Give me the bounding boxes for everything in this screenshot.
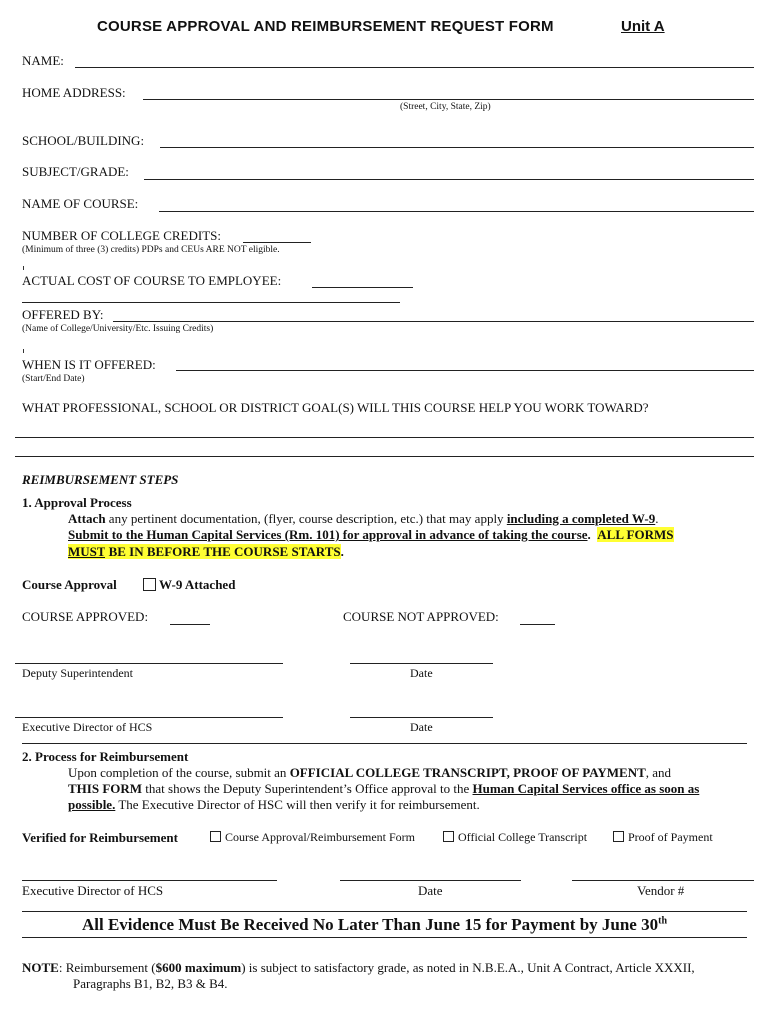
- text: ) is subject to satisfactory grade, as noted in N.B.E.A., Unit A Contract, Article XXXII,: [241, 960, 695, 975]
- deadline-notice: [82, 915, 667, 935]
- w9-checkbox[interactable]: [143, 578, 156, 591]
- course-approved-field[interactable]: [170, 624, 210, 625]
- deadline-bottom-rule: [22, 937, 747, 938]
- home-address-hint: (Street, City, State, Zip): [400, 102, 491, 112]
- offered-by-hint: (Name of College/University/Etc. Issuing Credits): [22, 324, 214, 334]
- exec-director-label: Executive Director of HCS: [22, 720, 153, 734]
- deadline-sup: th: [658, 915, 668, 927]
- process-reimbursement-heading: 2. Process for Reimbursement: [22, 749, 189, 764]
- attach-word: Attach: [68, 511, 106, 526]
- text: that shows the Deputy Superintendent’s Office approval to the: [142, 781, 473, 796]
- before-course-text: BE IN BEFORE THE COURSE STARTS: [105, 544, 341, 559]
- text: Upon completion of the course, submit an: [68, 765, 290, 780]
- hcs-office: Human Capital Services office as soon as: [472, 781, 700, 796]
- approval-instructions-2: [68, 527, 674, 543]
- when-offered-hint: (Start/End Date): [22, 374, 85, 384]
- tick-mark: [23, 349, 24, 353]
- unit-label: Unit A: [621, 18, 665, 35]
- cost-label: ACTUAL COST OF COURSE TO EMPLOYEE:: [22, 273, 282, 288]
- option-reimbursement-form[interactable]: [210, 830, 415, 845]
- credits-hint: (Minimum of three (3) credits) PDPs and CEUs ARE NOT eligible.: [22, 245, 280, 255]
- option-transcript[interactable]: [443, 830, 587, 845]
- note-label: NOTE: [22, 960, 59, 975]
- tick-mark: [23, 266, 24, 270]
- approval-process-heading: 1. Approval Process: [22, 495, 132, 510]
- section-divider: [22, 743, 747, 744]
- exec-director-date-line[interactable]: [350, 717, 493, 718]
- deadline-top-rule: [22, 911, 747, 912]
- w9-attached-label: W-9 Attached: [159, 577, 236, 592]
- reimbursement-instructions-3: [68, 797, 480, 813]
- goals-field-line-1[interactable]: [15, 437, 754, 438]
- text: :: [58, 960, 63, 975]
- exec-director-verify-label: Executive Director of HCS: [22, 883, 164, 898]
- approval-instructions-3: [68, 544, 344, 560]
- name-label: NAME:: [22, 53, 64, 68]
- when-offered-label: WHEN IS IT OFFERED:: [22, 357, 156, 372]
- submit-instruction: Submit to the Human Capital Services (Rm. 101) for approval in advance of taking the course: [68, 527, 588, 542]
- school-building-field[interactable]: [160, 147, 754, 148]
- course-not-approved-label: COURSE NOT APPROVED:: [343, 609, 499, 624]
- verify-date-line[interactable]: [340, 880, 521, 881]
- exec-director-verify-line[interactable]: [22, 880, 277, 881]
- required-docs: OFFICIAL COLLEGE TRANSCRIPT, PROOF OF PAYMENT: [289, 765, 646, 780]
- period: .: [340, 544, 344, 559]
- this-form: THIS FORM: [68, 781, 143, 796]
- goals-question: WHAT PROFESSIONAL, SCHOOL OR DISTRICT GOAL(S) WILL THIS COURSE HELP YOU WORK TOWARD?: [22, 400, 649, 415]
- offered-by-field[interactable]: [113, 321, 754, 322]
- reimbursement-instructions-2: [68, 781, 699, 797]
- form-title: COURSE APPROVAL AND REIMBURSEMENT REQUEST FORM: [97, 18, 554, 35]
- reimbursement-steps-heading: REIMBURSEMENT STEPS: [22, 472, 179, 487]
- subject-grade-field[interactable]: [144, 179, 754, 180]
- when-offered-field[interactable]: [176, 370, 754, 371]
- attach-text: any pertinent documentation, (flyer, course description, etc.) that may apply: [105, 511, 507, 526]
- deputy-date-line[interactable]: [350, 663, 493, 664]
- deputy-superintendent-label: Deputy Superintendent: [22, 666, 133, 680]
- note-line-2: Paragraphs B1, B2, B3 & B4.: [73, 976, 228, 991]
- name-field[interactable]: [75, 67, 754, 68]
- verified-label: Verified for Reimbursement: [22, 830, 178, 845]
- date-label: Date: [410, 666, 433, 680]
- possible-word: possible.: [68, 797, 116, 812]
- checkbox[interactable]: [443, 831, 454, 842]
- option-label: Official College Transcript: [458, 830, 588, 844]
- course-name-label: NAME OF COURSE:: [22, 196, 139, 211]
- vendor-number-label: Vendor #: [637, 883, 685, 898]
- course-name-field[interactable]: [159, 211, 754, 212]
- deadline-text: All Evidence Must Be Received No Later Than June 15 for Payment by June 30: [82, 915, 659, 934]
- course-approved-label: COURSE APPROVED:: [22, 609, 149, 624]
- verify-date-label: Date: [418, 883, 443, 898]
- course-not-approved-field[interactable]: [520, 624, 555, 625]
- vendor-number-line[interactable]: [572, 880, 754, 881]
- w9-requirement: including a completed W-9: [506, 511, 656, 526]
- course-approval-label: Course Approval: [22, 577, 117, 592]
- note-line-1: [22, 960, 695, 976]
- text: , and: [645, 765, 672, 780]
- home-address-field[interactable]: [143, 99, 754, 100]
- cost-underline: [22, 302, 400, 303]
- deputy-signature-line[interactable]: [15, 663, 283, 664]
- exec-director-signature-line[interactable]: [15, 717, 283, 718]
- option-label: Course Approval/Reimbursement Form: [225, 830, 415, 844]
- cost-field[interactable]: [312, 287, 413, 288]
- period: .: [655, 511, 659, 526]
- goals-field-line-2[interactable]: [15, 456, 754, 457]
- w9-attached-option[interactable]: [143, 577, 235, 593]
- option-proof-payment[interactable]: [613, 830, 713, 845]
- offered-by-label: OFFERED BY:: [22, 307, 104, 322]
- max-amount: $600 maximum: [155, 960, 242, 975]
- checkbox[interactable]: [210, 831, 221, 842]
- subject-grade-label: SUBJECT/GRADE:: [22, 164, 129, 179]
- all-forms-warning: ALL FORMS: [597, 527, 674, 542]
- credits-field[interactable]: [243, 242, 311, 243]
- reimbursement-instructions-1: [68, 765, 671, 781]
- option-label: Proof of Payment: [628, 830, 713, 844]
- date-label: Date: [410, 720, 433, 734]
- home-address-label: HOME ADDRESS:: [22, 85, 126, 100]
- checkbox[interactable]: [613, 831, 624, 842]
- must-word: MUST: [68, 544, 106, 559]
- approval-instructions-1: [68, 511, 659, 527]
- text: Reimbursement (: [62, 960, 156, 975]
- credits-label: NUMBER OF COLLEGE CREDITS:: [22, 228, 221, 243]
- school-building-label: SCHOOL/BUILDING:: [22, 133, 145, 148]
- text: The Executive Director of HSC will then verify it for reimbursement.: [115, 797, 480, 812]
- period: .: [587, 527, 591, 542]
